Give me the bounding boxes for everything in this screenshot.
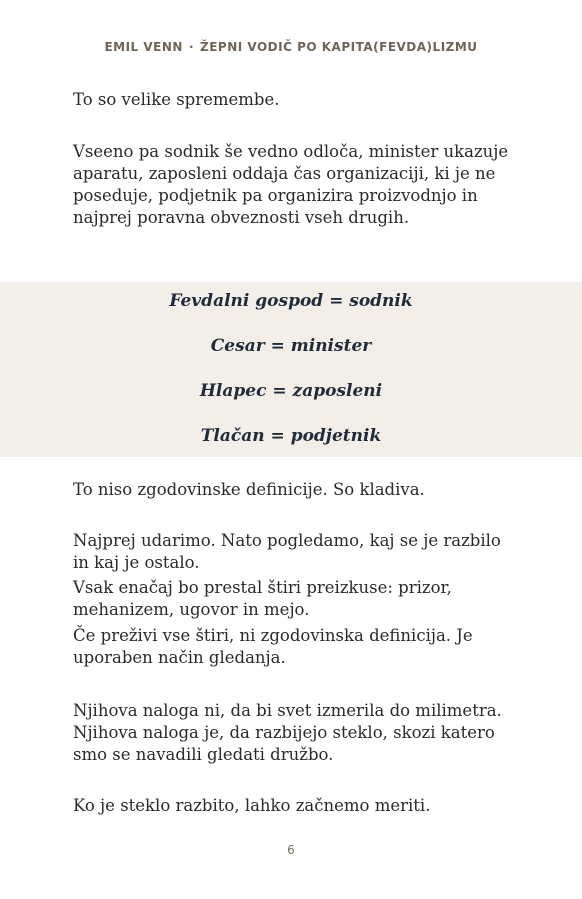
equation-line: Cesar = minister — [210, 336, 372, 356]
paragraph-tests: Vsak enačaj bo prestal štiri preizkuse: prizor, mehanizem, ugovor in mejo. — [73, 578, 452, 619]
paragraph-task: Njihova naloga ni, da bi svet izmerila do milimetra. Njihova naloga je, da razbijejo steklo, skozi katero smo se navadili gledati družbo. — [73, 701, 502, 764]
paragraph-strike: Najprej udarimo. Nato pogledamo, kaj se je razbilo in kaj je ostalo. — [73, 531, 501, 572]
equation-line: Tlačan = podjetnik — [200, 426, 382, 446]
equations-callout — [0, 282, 582, 457]
running-header — [0, 40, 582, 54]
equation-line: Hlapec = zaposleni — [199, 381, 383, 401]
header-separator: · — [188, 40, 195, 54]
equation-line: Fevdalni gospod = sodnik — [169, 291, 413, 311]
page-number: 6 — [287, 843, 295, 857]
header-author: EMIL VENN — [104, 40, 183, 54]
paragraph-hammers: To niso zgodovinske definicije. So kladiva. — [73, 480, 425, 499]
paragraph-roles: Vseeno pa sodnik še vedno odloča, minister ukazuje aparatu, zaposleni oddaja čas organizaciji, ki je ne poseduje, podjetnik pa organizira proizvodnjo in najprej poravna obveznosti vseh drugih. — [73, 142, 509, 227]
paragraph-intro: To so velike spremembe. — [73, 90, 280, 109]
paragraph-survival: Če preživi vse štiri, ni zgodovinska definicija. Je uporaben način gledanja. — [73, 626, 473, 667]
header-book-title: ŽEPNI VODIČ PO KAPITA(FEVDA)LIZMU — [200, 40, 478, 54]
paragraph-measure: Ko je steklo razbito, lahko začnemo meriti. — [73, 796, 431, 815]
